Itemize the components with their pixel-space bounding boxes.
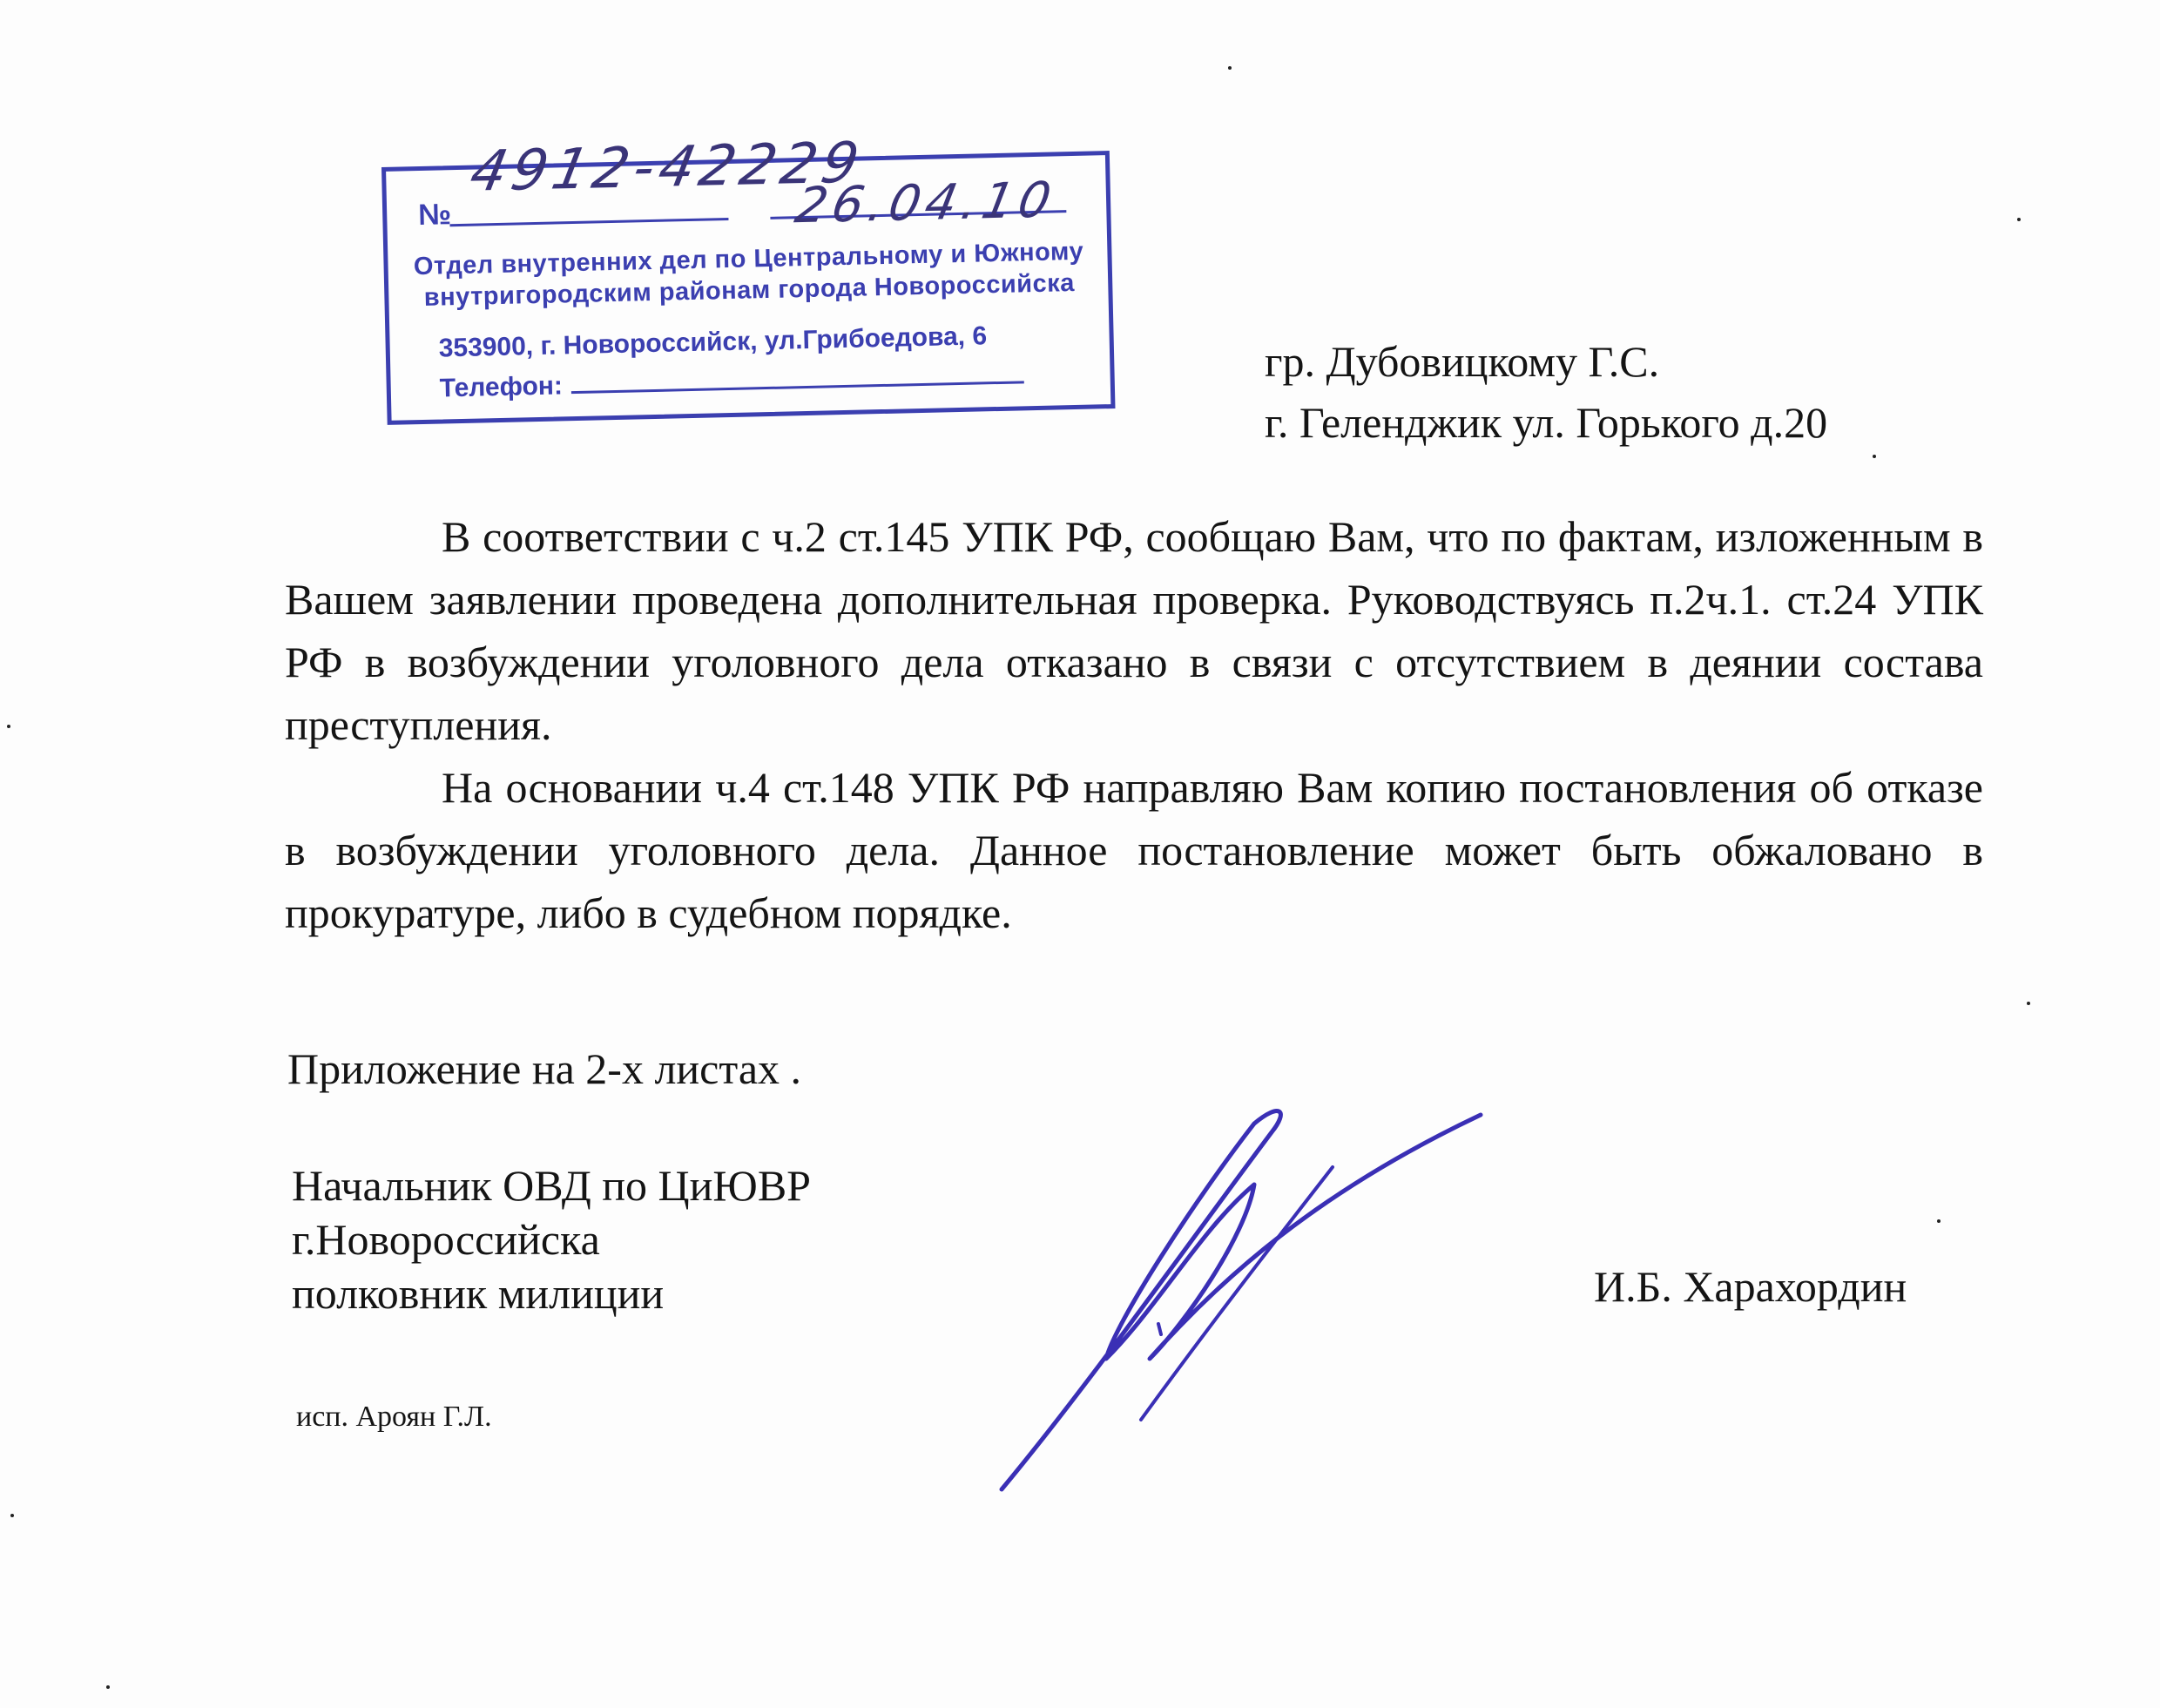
scan-speck	[106, 1685, 110, 1689]
attachment-note: Приложение на 2-х листах .	[287, 1044, 802, 1093]
scan-speck	[2017, 218, 2021, 221]
registration-stamp	[381, 131, 1116, 425]
scan-speck	[1228, 66, 1232, 70]
signatory-block	[292, 1158, 811, 1320]
stamp-number-label: №	[417, 198, 452, 233]
scan-speck	[2027, 1002, 2030, 1005]
handwritten-signature	[984, 1097, 1507, 1507]
signer-name: И.Б. Харахордин	[1594, 1262, 1907, 1311]
scan-speck	[10, 1514, 14, 1517]
body-paragraph-1: В соответствии с ч.2 ст.145 УПК РФ, сообщаю Вам, что по фактам, изложенным в Вашем заявлении проведена дополнительная проверка. Руководствуясь п.2ч.1. ст.24 УПК РФ в возбуждении уголовного дела отказано в связи с отсутствием в деянии состава преступления.	[285, 512, 1983, 749]
scan-speck	[7, 725, 10, 728]
signatory-city: г.Новороссийска	[292, 1215, 600, 1264]
recipient-block	[1265, 331, 1827, 453]
stamp-org-line-2: внутригородским районам города Новороссийска	[423, 268, 1076, 312]
scan-speck	[1873, 455, 1876, 458]
recipient-name: гр. Дубовицкому Г.С.	[1265, 337, 1660, 386]
scan-speck	[1937, 1219, 1941, 1223]
signatory-title: Начальник ОВД по ЦиЮВР	[292, 1161, 811, 1210]
stamp-phone-label: Телефон:	[439, 371, 564, 403]
stamp-address: 353900, г. Новороссийск, ул.Грибоедова, 6	[438, 321, 988, 363]
recipient-address: г. Геленджик ул. Горького д.20	[1265, 398, 1828, 447]
stamp-number-underline	[450, 218, 729, 226]
signatory-rank: полковник милиции	[292, 1269, 665, 1318]
body-paragraph-2: На основании ч.4 ст.148 УПК РФ направляю Вам копию постановления об отказе в возбуждении уголовного дела. Данное постановление может быть обжаловано в прокуратуре, либо в судебном порядке.	[285, 763, 1983, 937]
stamp-handwritten-date: 26.04.10	[790, 172, 1061, 235]
stamp-phone	[439, 361, 1024, 403]
letter-body	[285, 505, 1983, 944]
stamp-phone-blank-line	[571, 381, 1024, 394]
stamp-organization	[400, 235, 1097, 314]
stamp-handwritten-number: 4912-42229	[465, 131, 869, 205]
stamp-org-line-1: Отдел внутренних дел по Центральному и Южному	[413, 237, 1084, 281]
executor-note: исп. Ароян Г.Л.	[296, 1401, 492, 1433]
